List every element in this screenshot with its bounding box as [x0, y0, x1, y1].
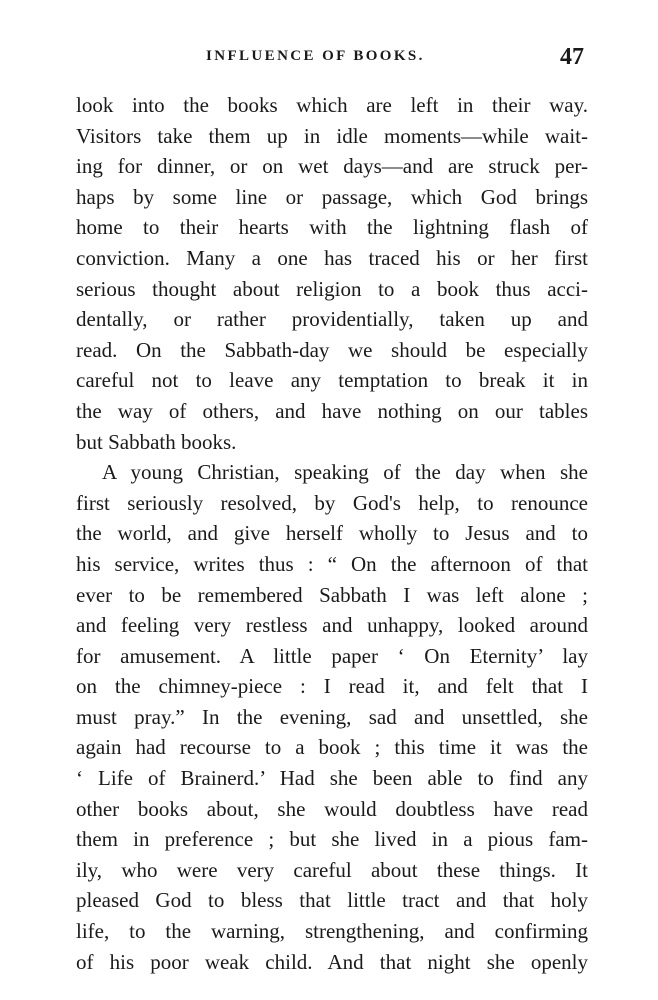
text-line: on the chimney-piece : I read it, and felt that I	[76, 674, 588, 699]
text-line: ily, who were very careful about these things. It	[76, 857, 588, 882]
text-line: for amusement. A little paper ‘ On Eternity’ lay	[76, 643, 588, 668]
body-text	[76, 90, 588, 977]
text-line: other books about, she would doubtless have read	[76, 796, 588, 821]
text-line: and feeling very restless and unhappy, looked around	[76, 613, 588, 638]
text-line: home to their hearts with the lightning flash of	[76, 215, 588, 240]
text-line: the world, and give herself wholly to Jesus and to	[76, 521, 588, 546]
text-line: ever to be remembered Sabbath I was left alone ;	[76, 582, 588, 607]
text-line: pleased God to bless that little tract and that holy	[76, 888, 588, 913]
paragraph-first-line: A young Christian, speaking of the day when she	[102, 460, 588, 485]
text-line: the way of others, and have nothing on our tables	[76, 398, 588, 423]
text-line: look into the books which are left in their way.	[76, 93, 588, 117]
text-line: again had recourse to a book ; this time it was the	[76, 735, 588, 760]
text-line: first seriously resolved, by God's help, to renounce	[76, 490, 588, 515]
text-line: ing for dinner, or on wet days—and are struck per-	[76, 154, 588, 179]
text-line: ‘ Life of Brainerd.’ Had she been able to find any	[76, 766, 588, 791]
text-line: must pray.” In the evening, sad and unsettled, she	[76, 704, 588, 729]
text-line: conviction. Many a one has traced his or her first	[76, 245, 588, 270]
text-line: serious thought about religion to a book thus acci-	[76, 276, 588, 301]
text-line: dentally, or rather providentially, taken up and	[76, 307, 588, 332]
running-title: INFLUENCE OF BOOKS.	[206, 48, 425, 64]
text-line: Visitors take them up in idle moments—while wait-	[76, 123, 588, 148]
running-head	[76, 44, 588, 74]
paragraph-end-line: but Sabbath books.	[76, 429, 237, 454]
text-line: life, to the warning, strengthening, and confirming	[76, 919, 588, 944]
text-line: read. On the Sabbath-day we should be especially	[76, 337, 588, 362]
page-number: 47	[560, 44, 584, 70]
text-line: his service, writes thus : “ On the afternoon of that	[76, 551, 588, 576]
text-line: of his poor weak child. And that night she openly	[76, 949, 588, 974]
text-line: them in preference ; but she lived in a pious fam-	[76, 827, 588, 852]
text-line: haps by some line or passage, which God brings	[76, 184, 588, 209]
text-line: careful not to leave any temptation to break it in	[76, 368, 588, 393]
